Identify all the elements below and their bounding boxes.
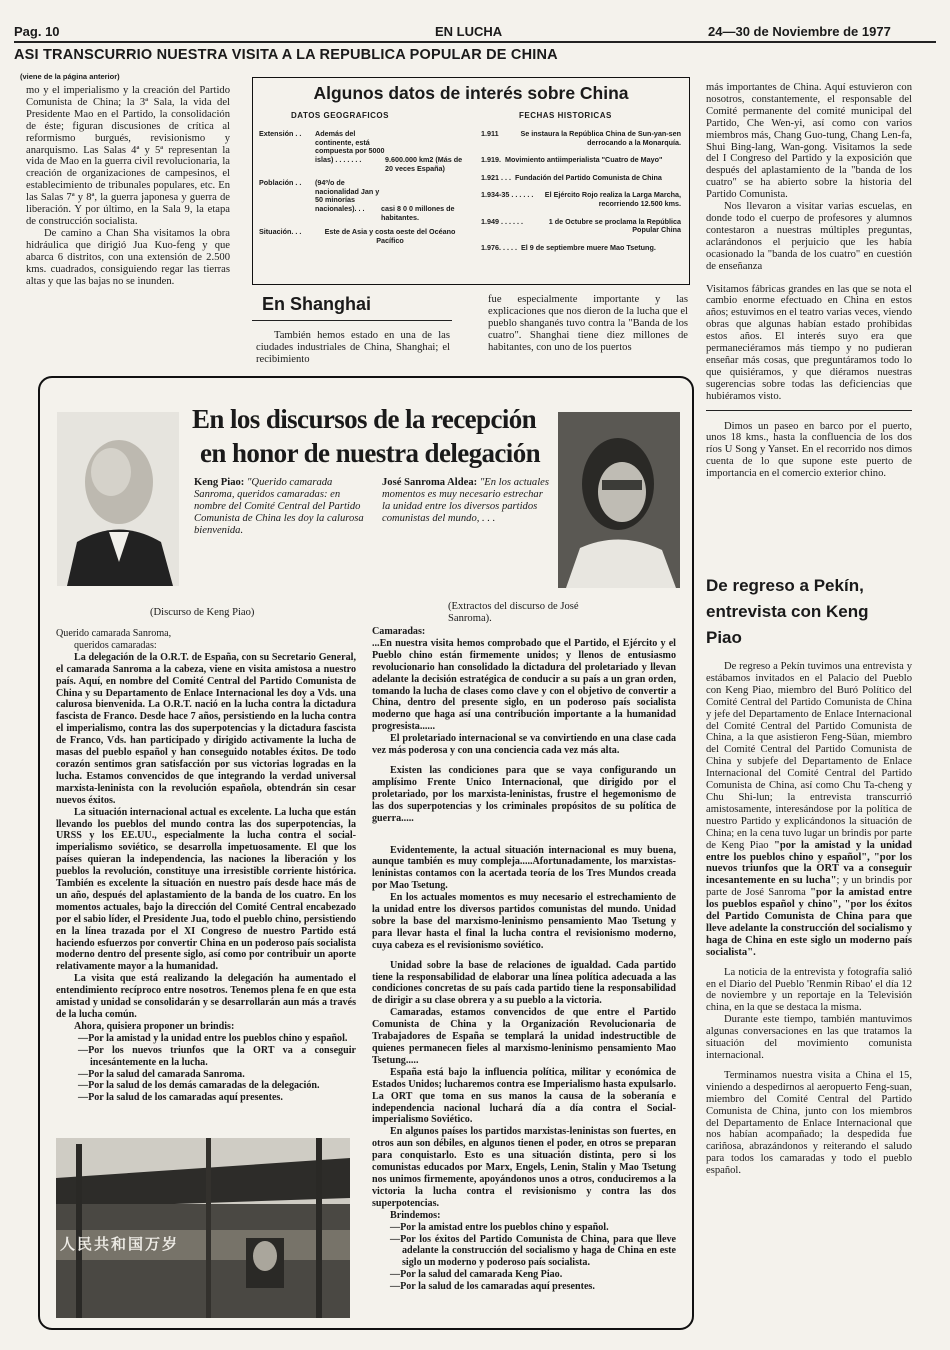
page-number: Pag. 10: [14, 24, 60, 39]
return-paragraph: [706, 661, 912, 959]
jose-toasts: [390, 1222, 676, 1293]
shanghai-text-1: También hemos estado en una de las ciudades industriales de China, Shanghai; el recibimiento: [256, 330, 450, 365]
jose-sanroma-photo: [558, 412, 680, 588]
date-year: 1.921 . . .: [481, 172, 511, 182]
caption-keng: (Discurso de Keng Piao): [150, 607, 255, 618]
toast-item: —Por los nuevos triunfos que la ORT va a conseguir incesántemente en la lucha.: [78, 1044, 356, 1068]
speech-paragraph: El proletariado internacional se va convirtiendo en una clase cada vez más poderosa y con una conciencia cada vez más alta.: [372, 733, 676, 757]
geo-value: 9.600.000 km2 (Más de 20 veces España): [385, 155, 463, 173]
geo-heading: DATOS GEOGRAFICOS: [291, 111, 389, 120]
date-year: 1.976. . . . .: [481, 242, 517, 252]
date-row: [481, 191, 681, 208]
date-event: El Ejército Rojo realiza la Larga Marcha, recorriendo 12.500 kms.: [544, 190, 681, 208]
geo-desc: Este de Asia y costa oeste del Océano Pacífico: [324, 227, 456, 245]
keng-intro-quote: "Querido camarada Sanroma, queridos camaradas: en nombre del Comité Central del Partido Comunista de China les doy la calurosa bienvenida.: [194, 477, 364, 536]
return-toast: "por la amistad y la unidad entre los pueblos chino y español", "por los nuevos triunfos que la ORT va a conseguir incesantemente en su lucha": [706, 839, 913, 887]
speech-title-line-2: en honor de nuestra delegación: [200, 438, 541, 468]
geo-row: [259, 179, 477, 222]
china-data-box: [252, 77, 690, 285]
caption-jose: (Extractos del discurso de José Sanroma).: [448, 601, 579, 624]
date-event: 1 de Octubre se proclama la República Popular China: [548, 216, 681, 235]
date-row: [481, 130, 681, 147]
geo-value: casi 8 0 0 millones de habitantes.: [381, 204, 455, 222]
speech-salutation: queridos camaradas:: [74, 639, 157, 651]
date-event: Movimiento antiimperialista "Cuatro de Mayo": [504, 155, 663, 165]
date-event: Fundación del Partido Comunista de China: [514, 172, 662, 182]
speech-paragraph: En los actuales momentos es muy necesario el estrechamiento de la unidad entre los diversos partidos comunistas del mundo. Unidad sobre la base del marxismo-leninismo pensamiento Mao Tsetung y para llevar hasta el final la lucha contra el revisionismo moderno, cuya cabeza es el revisionismo soviético.: [372, 892, 676, 951]
jose-speech: [372, 626, 676, 1293]
return-article: [706, 661, 912, 1177]
date-row: [481, 174, 681, 183]
col4-paragraph: Nos llevaron a visitar varias escuelas, en donde todo el cuerpo de profesores y alumnos contestaron a nuestras múltiples preguntas, aclarándonos el perjuicio que les había ocasionado la "banda de los cuatro" en cuestión de enseñanza: [706, 201, 912, 272]
toast-item: —Por la amistad y la unidad entre los pueblos chino y español.: [78, 1032, 348, 1044]
col4-paragraph: Dimos un paseo en barco por el puerto, unos 18 kms., hasta la confluencia de los dos ríos U Song y Yanset. En el recorrido nos dimos cuenta de lo que supone este puerto de importancia en el comercio exterior chino.: [706, 420, 912, 480]
keng-toasts: [78, 1033, 356, 1104]
geo-row: [259, 228, 477, 245]
toast-item: —Por la salud del camarada Keng Piao.: [390, 1269, 563, 1281]
column-4-top: [706, 82, 912, 480]
keng-intro: [194, 477, 370, 537]
keng-speech: [56, 628, 356, 1104]
photo-banner-text: 人民共和国万岁: [60, 1235, 180, 1253]
speech-paragraph: Unidad sobre la base de relaciones de igualdad. Cada partido tiene la responsabilidad de elaborar una línea política adecuada a las condiciones concretas de su país cada partido tiene la responsabilidad de dirigir a su clase obrera y a su pueblo a la victoria.: [372, 959, 676, 1007]
speech-salutation: Camaradas:: [372, 626, 426, 637]
masthead: EN LUCHA: [435, 24, 503, 39]
return-text: De regreso a Pekín tuvimos una entrevista y estábamos invitados en el Palacio del Pueblo con Keng Piao, miembro del Buró Político del Comité Central del Partido Comunista de China y jefe del Departamento de Enlace Internacional del Comité Central del Partido Comunista de China, a la que asistieron Feng-Süan, miembro del Comité Central del Partido Comunista de China y subjefe del Departamento de Enlace Internacional del Comité Central del Partido Comunista de China, así como Chu Ta-cheng y Chu Shi-lun; la entrevista transcurrió amistosamente, interesándose por la política de nuestro Partido y explicándonos la situación de China; en la cena tuvo lugar un brindis por parte de Keng Piao: [706, 661, 912, 851]
tiananmen-gate-image: [56, 1138, 350, 1318]
tiananmen-photo: [56, 1138, 350, 1318]
return-text: ; y un brindis por parte de José Sanroma: [706, 875, 912, 899]
speech-paragraph: Ahora, quisiera proponer un brindis:: [74, 1020, 235, 1032]
portrait-jose-sanroma: [558, 412, 680, 588]
geo-desc: Además del continente, está compuesta por 5000 islas) . . . . . . .: [315, 129, 385, 164]
speech-paragraph: Brindemos:: [390, 1209, 441, 1221]
geo-label: Situación. . .: [259, 227, 302, 237]
return-paragraph: Terminamos nuestra visita a China el 15, viniendo a despedirnos al aeropuerto Feng-suan, miembro del Comité Central del Partido Comunista de China, junto con los miembros del Departamento de Enlace Internacional que nos habían acompañado; la despedida fue cariñosa, abrazándonos y reiterando el saludo para todos los camaradas y todo el pueblo español.: [706, 1069, 912, 1177]
return-paragraph: La noticia de la entrevista y fotografía salió en el Diario del Pueblo 'Renmin Ribao' el día 12 de noviembre y un reportaje en la Televisión china, en la que se destaca la misma.: [706, 966, 912, 1014]
col4-divider: [706, 410, 912, 411]
col4-paragraph: más importantes de China. Aquí estuvieron con nosotros, constantemente, el responsable del Comité permanente del comité municipal del Partido, Che Wen-yi, así como con varios miembros más, Chang Guo-tung, Chang Len-fa, Shui Bing-lang, Wan-gong. Visitamos la sede del I Congreso del Partido y la exposición que después del aplastamiento de la "banda de los cuatro" se ha abierto sobre la historia del Partido Comunista.: [706, 82, 912, 201]
geo-label: Extensión . .: [259, 129, 302, 138]
speech-paragraph: La situación internacional actual es excelente. La lucha que están llevando los pueblos del mundo contra las dos superpotencias, la URSS y los EE.UU., especialmente la lucha contra el social-imperialismo soviético, se desarrolla impetuosamente. El que los países quieran la independencia, las naciones la liberación y los pueblos la revolución, constituye una irresistible corriente histórica. También es excelente la situación en nuestro país desde hace más de un año, después del aplastamiento de la banda de los cuatro. En los momentos actuales, bajo la dirección del Comité Central encabezado por el sabio líder, el Presidente Jua, todo el pueblo chino, persistiendo en la línea trazada por el XI Congreso de nuestro Partido está haciendo esfuerzos por convertir China en un poderoso país socialista moderno dentro del presente siglo, así como por contribuir un aporte relativamente mayor a la humanidad.: [56, 806, 356, 973]
issue-date: 24—30 de Noviembre de 1977: [708, 24, 891, 39]
date-year: 1.919.: [481, 155, 501, 165]
return-toast: "por la amistad entre los pueblos español y chino", "por los éxitos del Partido Comunista de China para que lleve adelante la construcción del socialismo y haga de China en este siglo un moderno país socialista".: [706, 887, 912, 958]
shanghai-title: En Shanghai: [262, 294, 372, 314]
toast-item: —Por la salud del camarada Sanroma.: [78, 1068, 245, 1080]
speech-paragraph: En algunos países los partidos marxistas-leninistas son fuertes, en otros aun son débiles, en algunos tienen el poder, en otros se preparan para conquistarlo. Esto es una situación distinta, pero si los comunistas educados por Marx, Engels, Lenin, Stalin y Mao Tsetung nos unimos firmemente, apoyándonos unos a otros, conduciremos a la victoria la lucha contra el revisionismo y contra las dos superpotencias.: [372, 1126, 676, 1209]
date-event: Se instaura la República China de Sun-yan-sen derrocando a la Monarquía.: [520, 129, 681, 147]
column-1: [26, 85, 230, 287]
col4-paragraph: Visitamos fábricas grandes en las que se nota el cambio enorme efectuado en China en estos años; estuvimos en el teatro varias veces, viendo obras que algunas habían estado prohibidas estos años. El interés suyo era que permaneciéramos más tiempo y no pudieran enseñar más cosas, que preguntáramos todo lo que quisiéramos, y que diéramos nuestras sugerencias sobre todas las deficiencias que hubiéramos visto.: [706, 283, 912, 402]
toast-item: —Por la salud de los camaradas aquí presentes.: [78, 1092, 283, 1104]
toast-item: —Por la amistad entre los pueblos chino y español.: [390, 1221, 609, 1233]
col1-paragraph: mo y el imperialismo y la creación del Partido Comunista de China; la 3ª Sala, la vida del Presidente Mao en el Partido, la consolidación de éste; figuran discusiones de crítica al reformismo burgués, revisionismo y anarquismo. Las Salas 4ª y 5ª representan la vida de Mao en la guerra civil revolucionaria, la creación de organizaciones de campesinos, el establecimiento de tribunales populares, etc. En las Salas 7ª y 8ª, la guerra japonesa y guerra de liberación. Y por último, en la Sala 9, la etapa de construcción socialista.: [26, 85, 230, 227]
date-year: 1.934-35 . . . . . .: [481, 190, 534, 200]
toast-item: —Por la salud de los demás camaradas de la delegación.: [78, 1080, 320, 1092]
china-box-title: Algunos datos de interés sobre China: [313, 83, 629, 103]
geo-desc: (94º/o de nacionalidad Jan y 50 minorías nacionales). . .: [315, 178, 380, 213]
header-rule: [14, 41, 936, 43]
speech-salutation: Querido camarada Sanroma,: [56, 628, 172, 639]
keng-piao-photo: [57, 412, 179, 586]
toast-item: —Por los éxitos del Partido Comunista de China, para que lleve adelante la construcción del socialismo y haga de China en este siglo un moderno y poderoso país socialista.: [390, 1233, 676, 1269]
speech-paragraph: ...En nuestra visita hemos comprobado que el Partido, el Ejército y el Pueblo chino están firmemente unidos; y llenos de entusiasmo revolucionario han consolidado la dictadura del proletariado y llevan adelante la decisión estratégica de conducir a su país a un gran orden, tomando la lucha de clases como clave y con el objetivo de convertir a China, dentro del presente siglo, en un poderoso país socialista moderno que haga así una contribución importante a la humanidad progresista......: [372, 637, 676, 733]
speech-title-line-1: En los discursos de la recepción: [192, 404, 537, 434]
date-row: [481, 244, 681, 253]
shanghai-rule: [252, 320, 452, 321]
date-row: [481, 218, 681, 235]
jose-intro-quote: "En los actuales momentos es muy necesario estrechar la unidad entre los diversos partidos comunistas del mundo, . . .: [382, 477, 549, 524]
return-title: De regreso a Pekín, entrevista con Keng Piao: [706, 576, 869, 647]
speech-paragraph: España está bajo la influencia política, militar y económica de Estados Unidos; lucharemos contra ese Imperialismo hasta expulsarlo. La ORT que toma en sus manos la causa de la soberanía e independencia nacional luchará día a día contra el Social-imperialismo Soviético.: [372, 1066, 676, 1126]
speech-paragraph: Evidentemente, la actual situación internacional es muy buena, aunque también es muy compleja.....Afortunadamente, los marxistas-leninistas contamos con la acertada teoría de los Tres Mundos creada por Mao Tsetung.: [372, 844, 676, 892]
jose-intro-name: José Sanroma Aldea:: [382, 477, 478, 488]
speech-paragraph: Existen las condiciones para que se vaya configurando un amplísimo Frente Unico Internacional, que dirigido por el proletariado, por los marxista-leninistas, frustre el hegemonismo de las dos superpotencias y los criminales propósitos de su política de guerra.....: [372, 764, 676, 824]
return-paragraph: Durante este tiempo, también mantuvimos algunas conversaciones en las que tratamos la situación del movimiento comunista internacional.: [706, 1014, 912, 1061]
date-year: 1.911: [481, 129, 499, 138]
toast-item: —Por la salud de los camaradas aquí presentes.: [390, 1281, 595, 1293]
speech-paragraph: La delegación de la O.R.T. de España, con su Secretario General, el camarada Sanroma a la cabeza, viene en visita amistosa a nuestro país. Aquí, en nombre del Comité Central del Partido Comunista de China y su Departamento de Enlace Internacional les doy a Vds. una calurosa bienvenida. La O.R.T. nació en la lucha contra la dictadura fascista de Franco. Desde hace 7 años, persistiendo en la lucha contra el imperialismo, contra las dos superpotencias y la dictadura fascista de Franco, Vds. han participado y dirigido activamente la lucha de masas del pueblo español y han conseguido notables éxitos. De todo corazón sentimos gran satisfacción por sus victorias logradas en la lucha. Estamos convencidos de que integrando la verdad universal marxista-leninista con la revolución española, obtendrán sin cesar nuevos éxitos.: [56, 651, 356, 806]
keng-intro-name: Keng Piao:: [194, 477, 245, 488]
speech-paragraph: Camaradas, estamos convencidos de que entre el Partido Comunista de China y la Organización Revolucionaria de Trabajadores de España se templará la unidad indestructible de quienes permanecen fieles al marxismo-leninismo pensamiento Mao Tsetung.....: [372, 1007, 676, 1066]
geo-label: Población . .: [259, 178, 302, 188]
date-event: El 9 de septiembre muere Mao Tsetung.: [520, 242, 656, 252]
speech-paragraph: La visita que está realizando la delegación ha aumentado el entendimiento recíproco entre nosotros. Tenemos plena fe en que esta amistad y unidad se consolidarán y se desarrollarán aun más a través de la lucha común.: [56, 973, 356, 1020]
date-row: [481, 156, 681, 165]
col1-paragraph: De camino a Chan Sha visitamos la obra hidráulica que dirigió Jua Kuo-feng y que abarca 6 distritos, con una extensión de 2.500 kms. cuadrados, consiguiendo regar las tierras altas y que las bajas no se inunden.: [26, 227, 230, 287]
geo-list: [259, 130, 477, 252]
article-headline: ASI TRANSCURRIO NUESTRA VISITA A LA REPUBLICA POPULAR DE CHINA: [14, 47, 558, 63]
continued-note: (viene de la página anterior): [20, 72, 120, 81]
dates-heading: FECHAS HISTORICAS: [519, 111, 612, 120]
jose-intro: [382, 477, 552, 525]
dates-list: [481, 130, 681, 261]
date-year: 1.949 . . . . . .: [481, 216, 523, 226]
shanghai-text-2: fue especialmente importante y las explicaciones que nos dieron de la lucha que el pueblo shanganés tuvo contra la "Banda de los cuatro". Shanghai tiene diez millones de habitantes, con uno de los puertos: [488, 294, 688, 353]
geo-row: [259, 130, 477, 173]
portrait-keng-piao: [57, 412, 179, 586]
